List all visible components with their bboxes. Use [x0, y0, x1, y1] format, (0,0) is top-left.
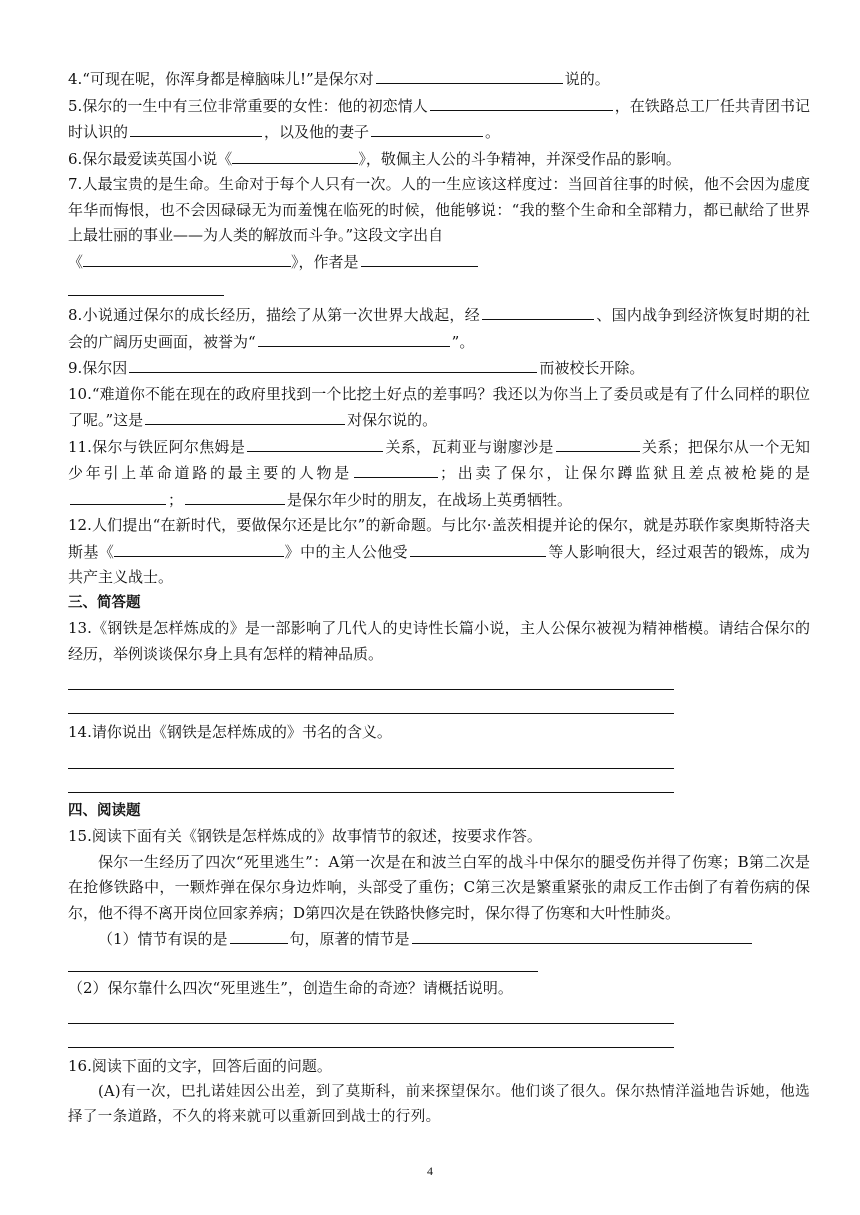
- blank[interactable]: [145, 407, 345, 425]
- question-6: 6.保尔最爱读英国小说《 》，敬佩主人公的斗争精神，并深受作品的影响。: [68, 146, 810, 173]
- blank[interactable]: [412, 926, 752, 944]
- blank[interactable]: [371, 119, 483, 137]
- question-15-sub2: （2）保尔靠什么四次“死里逃生”，创造生命的奇迹？请概括说明。: [68, 978, 513, 997]
- section-heading-4: 四、阅读题: [68, 802, 141, 819]
- question-9: 9.保尔因 而被校长开除。: [68, 355, 810, 382]
- blank[interactable]: [130, 119, 262, 137]
- blank[interactable]: [83, 249, 291, 267]
- blank[interactable]: [232, 146, 358, 164]
- question-11: 11.保尔与铁匠阿尔焦姆是 关系，瓦莉亚与谢廖沙是 关系；把保尔从一个无知少年引上革命道路的最主要的人物是 ；出卖了保尔，让保尔蹲监狱且差点被枪毙的是； 是保尔年少时的朋友，在战场上英勇牺牲。: [68, 434, 810, 514]
- question-10: 10.“难道你不能在现在的政府里找到一个比挖土好点的差事吗？我还以为你当上了委员或是有了什么同样的职位了呢。”这是 对保尔说的。: [68, 384, 810, 429]
- worksheet-page: [68, 66, 810, 1131]
- blank[interactable]: [70, 487, 166, 505]
- blank[interactable]: [376, 66, 563, 84]
- blank[interactable]: [361, 249, 478, 267]
- question-8: 8.小说通过保尔的成长经历，描绘了从第一次世界大战起，经 、国内战争到经济恢复时期的社会的广阔历史画面，被誉为“ ”。: [68, 302, 810, 355]
- question-15-sub1: （1）情节有误的是 句，原著的情节是: [68, 926, 810, 953]
- blank[interactable]: [247, 434, 383, 452]
- blank[interactable]: [129, 355, 537, 373]
- blank[interactable]: [114, 539, 284, 557]
- question-5: 5.保尔的一生中有三位非常重要的女性：他的初恋情人 ，在铁路总工厂任共青团书记时认识的 ，以及他的妻子 。: [68, 93, 810, 146]
- question-16-passage: (A)有一次，巴扎诺娃因公出差，到了莫斯科，前来探望保尔。他们谈了很久。保尔热情洋溢地告诉她，他选择了一条道路，不久的将来就可以重新回到战士的行列。: [68, 1083, 810, 1125]
- blank[interactable]: [556, 434, 640, 452]
- blank[interactable]: [354, 460, 438, 478]
- question-7: 7.人最宝贵的是生命。生命对于每个人只有一次。人的一生应该这样度过：当回首往事的时候，他不会因为虚度年华而悔恨，也不会因碌碌无为而羞愧在临死的时候，他能够说：“我的整个生命和全部精力，都已献给了世界上最壮丽的事业——为人类的解放而斗争。”这段文字出自 《 》，作者是: [68, 175, 810, 271]
- blank[interactable]: [230, 926, 288, 944]
- question-15-title: 15.阅读下面有关《钢铁是怎样炼成的》故事情节的叙述，按要求作答。: [68, 827, 542, 845]
- blank[interactable]: [482, 302, 594, 320]
- blank[interactable]: [410, 539, 546, 557]
- question-13: 13.《钢铁是怎样炼成的》是一部影响了几代人的史诗性长篇小说，主人公保尔被视为精神楷模。请结合保尔的经历，举例谈谈保尔身上具有怎样的精神品质。: [68, 619, 810, 663]
- question-15-passage: 保尔一生经历了四次“死里逃生”：A第一次是在和波兰白军的战斗中保尔的腿受伤并得了伤寒；B第二次是在抢修铁路中，一颗炸弹在保尔身边炸响，头部受了重伤；C第三次是繁重紧张的肃反工作击倒了有着伤病的保尔，他不得不离开岗位回家养病；D第四次是在铁路快修完时，保尔得了伤寒和大叶性肺炎。: [68, 852, 810, 922]
- section-heading-3: 三、简答题: [68, 594, 141, 611]
- blank[interactable]: [185, 487, 285, 505]
- page-number: 4: [427, 1164, 433, 1178]
- question-4: 4.“可现在呢，你浑身都是樟脑味儿!”是保尔对 说的。: [68, 66, 810, 93]
- question-14: 14.请你说出《钢铁是怎样炼成的》书名的含义。: [68, 723, 392, 741]
- blank[interactable]: [430, 93, 613, 111]
- question-12: 12.人们提出“在新时代，要做保尔还是比尔”的新命题。与比尔·盖茨相提并论的保尔，就是苏联作家奥斯特洛夫斯基《 》中的主人公他受 等人影响很大，经过艰苦的锻炼，成为共产主义战士。: [68, 516, 810, 586]
- question-16-title: 16.阅读下面的文字，回答后面的问题。: [68, 1057, 332, 1075]
- blank[interactable]: [258, 329, 450, 347]
